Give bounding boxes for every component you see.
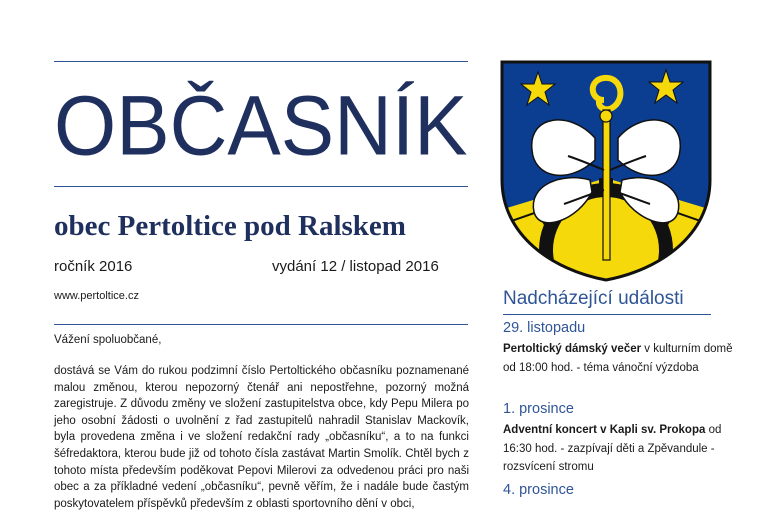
- event-date: 1. prosince: [503, 401, 574, 417]
- event-date: 29. listopadu: [503, 320, 586, 336]
- issue-label: vydání 12 / listopad 2016: [272, 258, 439, 275]
- masthead-title: OBČASNÍK: [54, 78, 468, 173]
- rule-under-title: [54, 186, 468, 187]
- masthead-subtitle: obec Pertoltice pod Ralskem: [54, 210, 406, 242]
- event-text: v kulturním domě od 18:00 hod. - téma vánoční výzdoba: [503, 343, 733, 374]
- rule-before-article: [54, 324, 468, 325]
- event-text: od 16:30 hod. - zazpívají děti a Zpěvandule - rozsvícení stromu: [503, 424, 722, 473]
- event-date: 4. prosince: [503, 482, 574, 498]
- article-body: [54, 363, 469, 512]
- volume-label: ročník 2016: [54, 258, 133, 275]
- event-description: [503, 421, 738, 477]
- rule-events: [503, 314, 711, 315]
- coat-of-arms-icon: [500, 60, 712, 282]
- article-paragraph: dostává se Vám do rukou podzimní číslo Pertoltického občasníku poznamenané malou změnou, kterou nepozorný čtenář ani nepostřehne, pozorný možná zaregistruje. Z důvodu změny ve složení zastupitelstva obce, kdy Pepu Milera po jeho osobní žádosti o uvolnění z řad zastupitelů nahradil Stanislav Mackovík, byla provedena změna i ve složení redakční rady „občasníku“, a to na funkci šéfredaktora, kterou bude již od tohoto čísla zastávat Martin Smolík. Chtěl bych z tohoto místa především poděkovat Pepovi Milerovi za odvedenou práci pro naši obec a za příkladné vedení „občasníku“, pevně věřím, že i nadále bude častým poskytovatelem příspěvků především z oblasti sportovního dění v obci,: [54, 365, 469, 510]
- article-greeting: Vážení spoluobčané,: [54, 334, 162, 346]
- events-heading: Nadcházející události: [503, 288, 684, 309]
- rule-top: [54, 61, 468, 62]
- event-title: Adventní koncert v Kapli sv. Prokopa: [503, 424, 706, 436]
- website-link[interactable]: www.pertoltice.cz: [54, 290, 139, 302]
- event-description: [503, 340, 738, 377]
- event-title: Pertoltický dámský večer: [503, 343, 642, 355]
